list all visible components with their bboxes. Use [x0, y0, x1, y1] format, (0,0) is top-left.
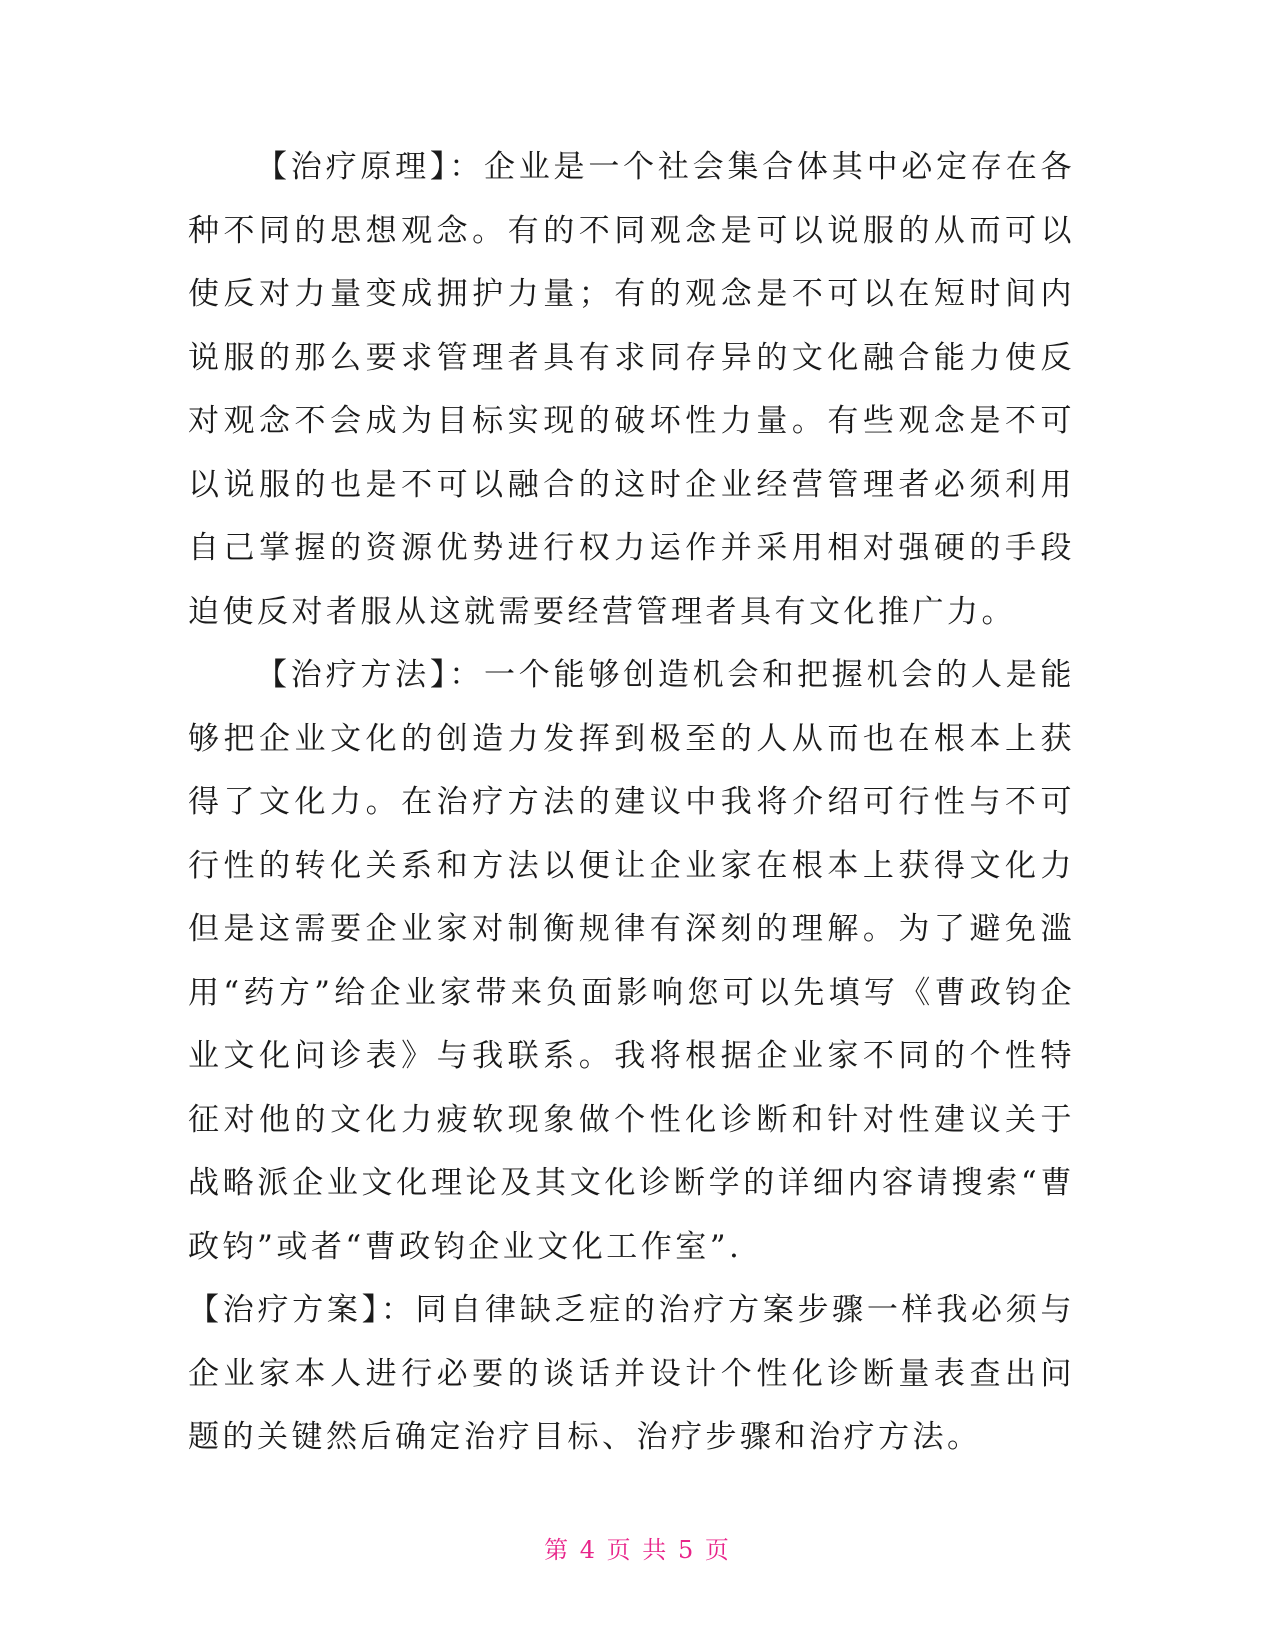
- paragraph-treatment-principle: 【治疗原理】：企业是一个社会集合体其中必定存在各种不同的思想观念。有的不同观念是可以说服的从而可以使反对力量变成拥护力量；有的观念是不可以在短时间内说服的那么要求管理者具有求同存异的文化融合能力使反对观念不会成为目标实现的破坏性力量。有些观念是不可以说服的也是不可以融合的这时企业经营管理者必须利用自己掌握的资源优势进行权力运作并采用相对强硬的手段迫使反对者服从这就需要经营管理者具有文化推广力。: [188, 149, 1075, 630]
- document-body: [188, 136, 1075, 1470]
- paragraph-treatment-plan: 【治疗方案】：同自律缺乏症的治疗方案步骤一样我必须与企业家本人进行必要的谈话并设计个性化诊断量表查出问题的关键然后确定治疗目标、治疗步骤和治疗方法。: [188, 1292, 1075, 1455]
- page-number-footer: 第 4 页 共 5 页: [544, 1536, 731, 1564]
- paragraph-treatment-method: 【治疗方法】：一个能够创造机会和把握机会的人是能够把企业文化的创造力发挥到极至的人从而也在根本上获得了文化力。在治疗方法的建议中我将介绍可行性与不可行性的转化关系和方法以便让企业家在根本上获得文化力但是这需要企业家对制衡规律有深刻的理解。为了避免滥用“药方”给企业家带来负面影响您可以先填写《曹政钧企业文化问诊表》与我联系。我将根据企业家不同的个性特征对他的文化力疲软现象做个性化诊断和针对性建议关于战略派企业文化理论及其文化诊断学的详细内容请搜索“曹政钧”或者“曹政钧企业文化工作室”.: [188, 657, 1075, 1265]
